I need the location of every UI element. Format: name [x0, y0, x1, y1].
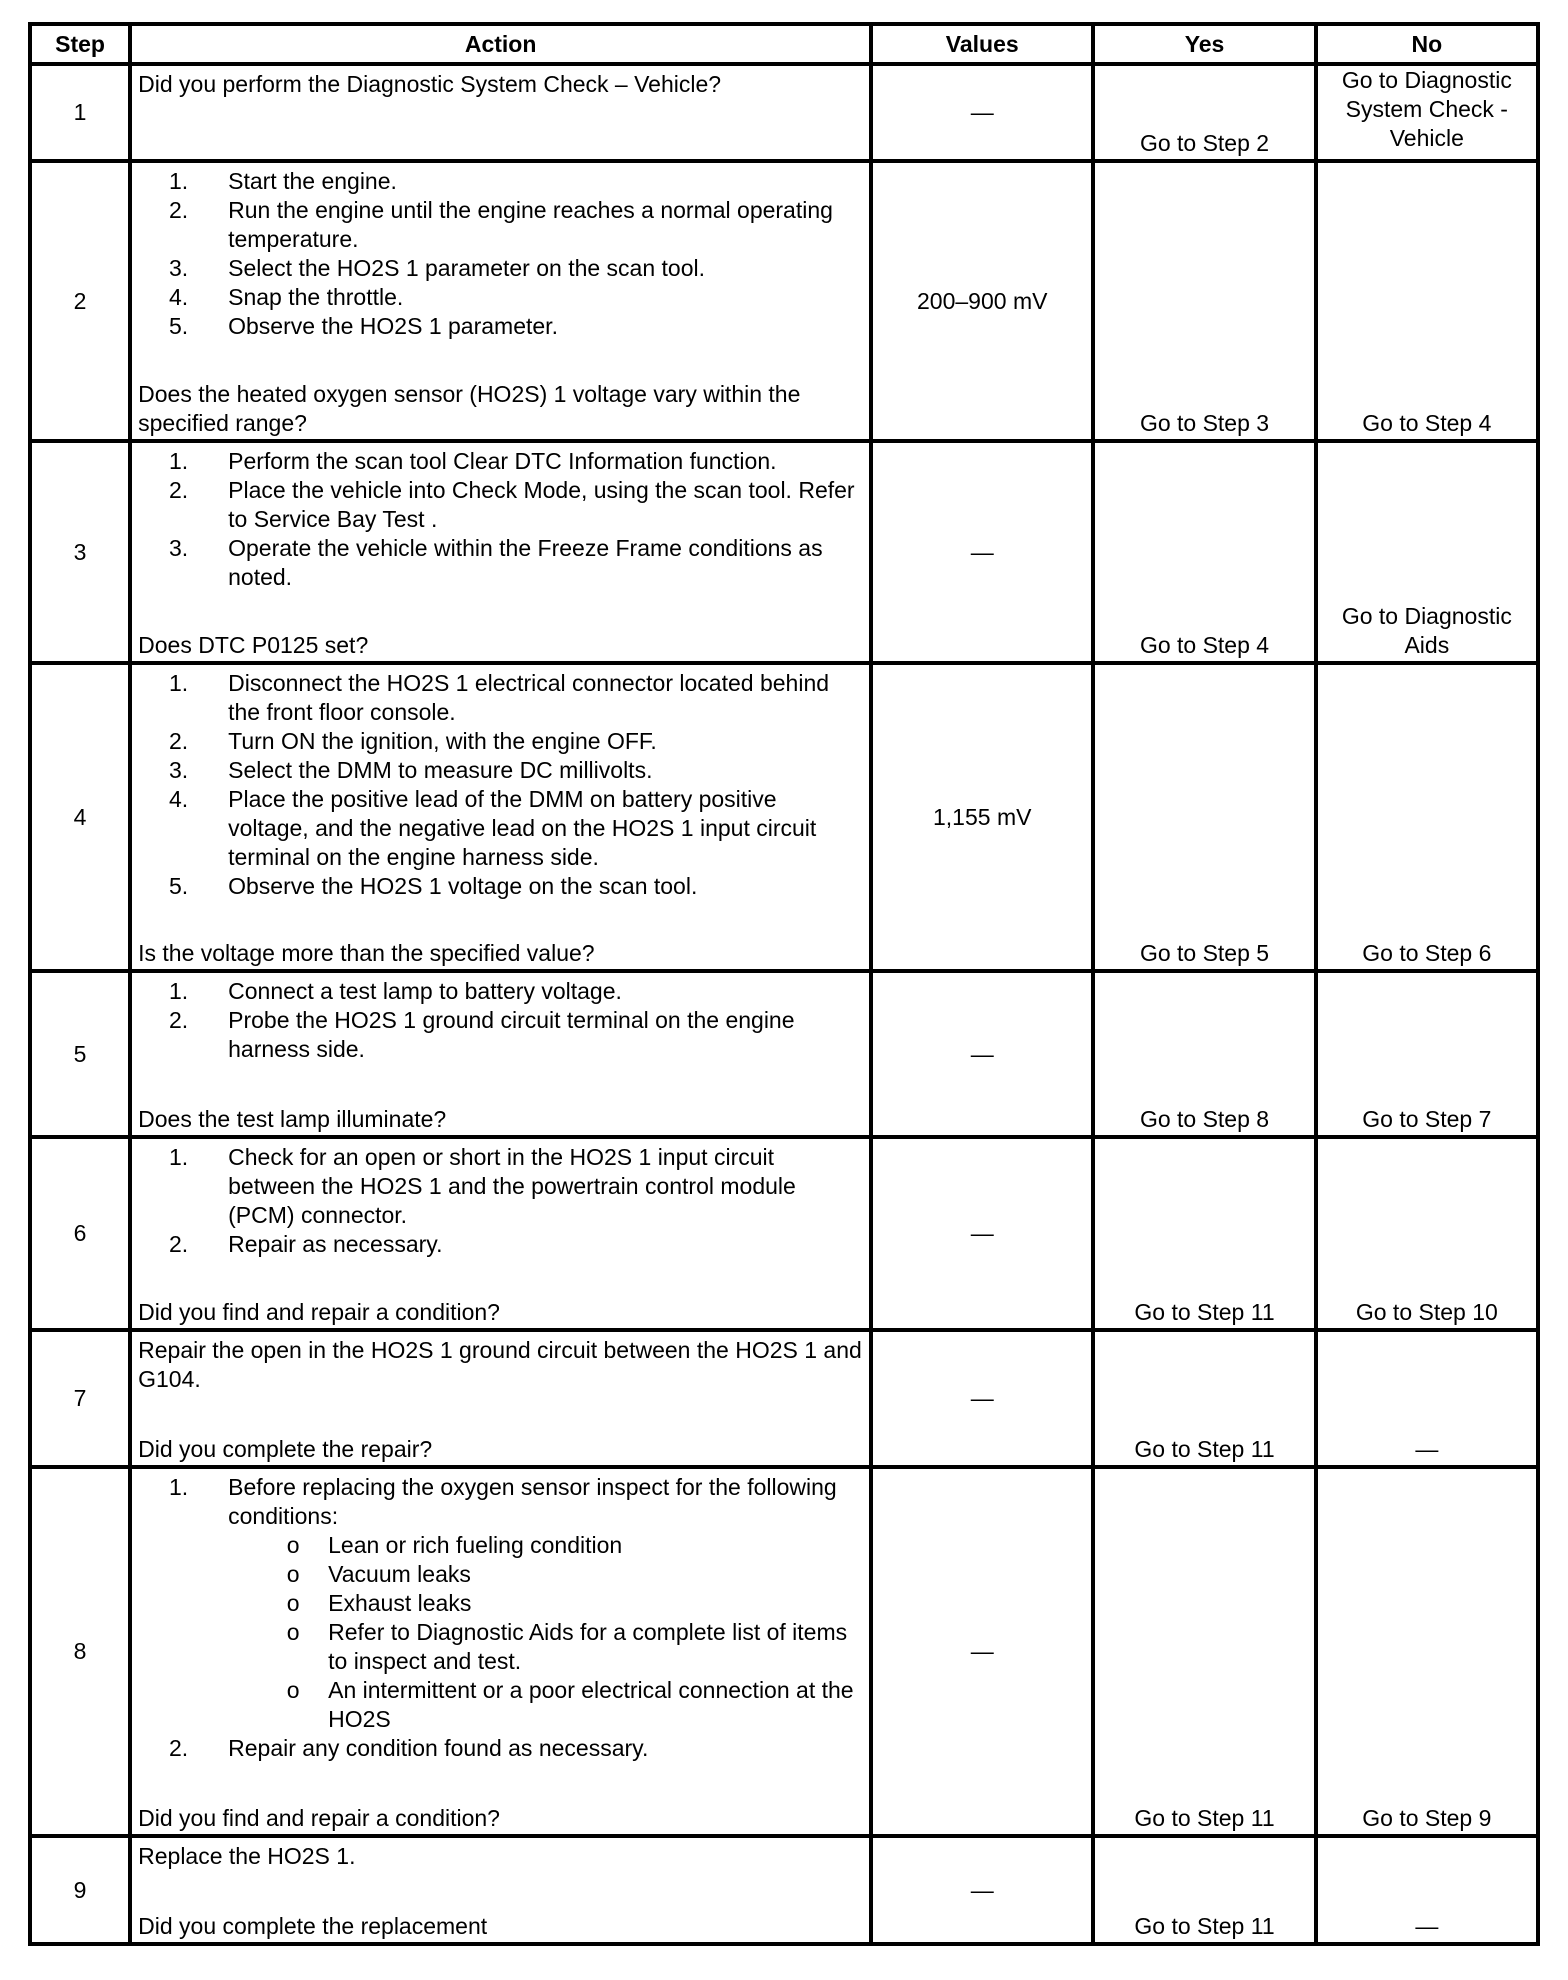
table-row — [30, 64, 1538, 161]
instruction-text: Disconnect the HO2S 1 electrical connector located behind the front floor console. — [228, 670, 830, 725]
instruction-text: Before replacing the oxygen sensor inspect for the following conditions: — [228, 1474, 837, 1529]
instruction-item — [138, 669, 863, 727]
instruction-number: 5. — [168, 313, 189, 339]
instruction-number: 4. — [168, 786, 189, 812]
yes-cell — [1093, 971, 1315, 1137]
instruction-number: 2. — [168, 1007, 189, 1033]
instruction-number: 1. — [168, 168, 189, 194]
no-cell — [1316, 663, 1538, 971]
value-cell: — — [871, 64, 1093, 161]
value-cell: — — [871, 1836, 1093, 1944]
step-number: 8 — [30, 1467, 130, 1836]
value-cell: — — [871, 971, 1093, 1137]
no-outcome: Go to Diagnostic System Check - Vehicle — [1341, 67, 1512, 151]
no-outcome: — — [1415, 1436, 1439, 1462]
header-yes: Yes — [1093, 24, 1315, 64]
no-cell — [1316, 1330, 1538, 1467]
action-question: Did you complete the replacement — [138, 1913, 488, 1939]
no-outcome: Go to Step 4 — [1362, 410, 1492, 436]
no-outcome: Go to Step 9 — [1362, 1805, 1492, 1831]
instruction-number: 1. — [168, 670, 189, 696]
value-cell: 200–900 mV — [871, 161, 1093, 441]
instruction-number: 1. — [168, 978, 189, 1004]
yes-outcome: Go to Step 4 — [1139, 632, 1270, 658]
step-number: 3 — [30, 441, 130, 663]
step-number: 2 — [30, 161, 130, 441]
instruction-list — [138, 1143, 863, 1259]
instruction-number: 3. — [168, 255, 189, 281]
action-question: Did you complete the repair? — [138, 1436, 433, 1462]
action-question: Is the voltage more than the specified value? — [138, 940, 595, 966]
action-question: Does the heated oxygen sensor (HO2S) 1 voltage vary within the specified range? — [138, 381, 801, 436]
action-question: Does DTC P0125 set? — [138, 632, 369, 658]
instruction-text: Repair any condition found as necessary. — [228, 1735, 649, 1761]
step-number: 6 — [30, 1137, 130, 1330]
action-instructions — [138, 70, 863, 99]
step-number: 4 — [30, 663, 130, 971]
action-cell — [130, 1836, 871, 1944]
instruction-item — [138, 196, 863, 254]
action-instructions — [138, 1842, 863, 1871]
condition-item — [228, 1531, 863, 1560]
condition-item — [228, 1618, 863, 1676]
instruction-text: Select the HO2S 1 parameter on the scan tool. — [228, 255, 706, 281]
bullet-icon: o — [286, 1677, 300, 1703]
step-number: 7 — [30, 1330, 130, 1467]
no-cell — [1316, 441, 1538, 663]
instruction-text: Start the engine. — [228, 168, 397, 194]
header-values: Values — [871, 24, 1093, 64]
instruction-item — [138, 447, 863, 476]
instruction-text: Observe the HO2S 1 voltage on the scan tool. — [228, 873, 698, 899]
instruction-item — [138, 1143, 863, 1230]
header-step: Step — [30, 24, 130, 64]
bullet-icon: o — [286, 1619, 300, 1645]
instruction-list — [138, 977, 863, 1064]
table-body — [30, 64, 1538, 1944]
instruction-text: Operate the vehicle within the Freeze Frame conditions as noted. — [228, 535, 823, 590]
instruction-list — [138, 1473, 863, 1763]
instruction-item — [138, 872, 863, 901]
condition-text: Refer to Diagnostic Aids for a complete list of items to inspect and test. — [328, 1619, 848, 1674]
value-cell: — — [871, 1137, 1093, 1330]
action-text: Did you perform the Diagnostic System Check – Vehicle? — [138, 71, 722, 97]
value-cell: — — [871, 1467, 1093, 1836]
table-row — [30, 971, 1538, 1137]
table-row — [30, 1467, 1538, 1836]
no-cell — [1316, 1467, 1538, 1836]
instruction-list — [138, 669, 863, 901]
yes-cell — [1093, 64, 1315, 161]
action-instructions — [138, 1143, 863, 1259]
instruction-item — [138, 977, 863, 1006]
action-cell — [130, 971, 871, 1137]
no-cell — [1316, 1137, 1538, 1330]
instruction-item — [138, 785, 863, 872]
yes-outcome: Go to Step 2 — [1139, 130, 1270, 156]
instruction-list — [138, 447, 863, 592]
yes-outcome: Go to Step 8 — [1139, 1106, 1270, 1132]
action-cell — [130, 441, 871, 663]
instruction-number: 3. — [168, 535, 189, 561]
table-row — [30, 1330, 1538, 1467]
condition-text: An intermittent or a poor electrical connection at the HO2S — [328, 1677, 854, 1732]
instruction-text: Check for an open or short in the HO2S 1 input circuit between the HO2S 1 and the powertrain control module (PCM) connector. — [228, 1144, 796, 1228]
action-instructions — [138, 1473, 863, 1763]
no-cell — [1316, 1836, 1538, 1944]
yes-cell — [1093, 1836, 1315, 1944]
yes-cell — [1093, 1137, 1315, 1330]
action-cell — [130, 1137, 871, 1330]
table-row — [30, 1836, 1538, 1944]
action-question: Does the test lamp illuminate? — [138, 1106, 447, 1132]
action-instructions — [138, 1336, 863, 1394]
action-question: Did you find and repair a condition? — [138, 1299, 500, 1325]
instruction-item — [138, 283, 863, 312]
no-outcome: Go to Step 6 — [1362, 940, 1492, 966]
instruction-item — [138, 1734, 863, 1763]
instruction-number: 2. — [168, 477, 189, 503]
header-action: Action — [130, 24, 871, 64]
no-outcome: Go to Step 10 — [1355, 1299, 1498, 1325]
instruction-text: Observe the HO2S 1 parameter. — [228, 313, 558, 339]
instruction-text: Connect a test lamp to battery voltage. — [228, 978, 622, 1004]
table-row — [30, 663, 1538, 971]
instruction-number: 2. — [168, 728, 189, 754]
condition-text: Exhaust leaks — [328, 1590, 472, 1616]
instruction-text: Probe the HO2S 1 ground circuit terminal on the engine harness side. — [228, 1007, 795, 1062]
instruction-number: 2. — [168, 197, 189, 223]
instruction-item — [138, 254, 863, 283]
instruction-item — [138, 312, 863, 341]
instruction-text: Select the DMM to measure DC millivolts. — [228, 757, 653, 783]
diagnostic-table — [28, 22, 1540, 1946]
instruction-item — [138, 534, 863, 592]
instruction-text: Repair as necessary. — [228, 1231, 443, 1257]
value-cell: — — [871, 441, 1093, 663]
condition-item — [228, 1676, 863, 1734]
instruction-text: Perform the scan tool Clear DTC Information function. — [228, 448, 777, 474]
no-outcome: Go to Step 7 — [1362, 1106, 1492, 1132]
no-cell — [1316, 64, 1538, 161]
no-outcome: Go to Diagnostic Aids — [1341, 603, 1512, 658]
bullet-icon: o — [286, 1590, 300, 1616]
action-cell — [130, 161, 871, 441]
instruction-item — [138, 1230, 863, 1259]
yes-cell — [1093, 1330, 1315, 1467]
action-cell — [130, 663, 871, 971]
header-no: No — [1316, 24, 1538, 64]
value-cell: — — [871, 1330, 1093, 1467]
table-row — [30, 441, 1538, 663]
bullet-icon: o — [286, 1561, 300, 1587]
no-cell — [1316, 971, 1538, 1137]
yes-outcome: Go to Step 11 — [1134, 1805, 1275, 1831]
instruction-number: 3. — [168, 757, 189, 783]
instruction-list — [138, 167, 863, 341]
instruction-item — [138, 1473, 863, 1734]
instruction-number: 2. — [168, 1231, 189, 1257]
instruction-text: Run the engine until the engine reaches a normal operating temperature. — [228, 197, 833, 252]
yes-outcome: Go to Step 11 — [1134, 1913, 1275, 1939]
instruction-number: 2. — [168, 1735, 189, 1761]
step-number: 1 — [30, 64, 130, 161]
yes-cell — [1093, 1467, 1315, 1836]
instruction-item — [138, 756, 863, 785]
instruction-item — [138, 727, 863, 756]
action-cell — [130, 64, 871, 161]
action-cell — [130, 1330, 871, 1467]
value-cell: 1,155 mV — [871, 663, 1093, 971]
action-text: Repair the open in the HO2S 1 ground circuit between the HO2S 1 and G104. — [138, 1337, 862, 1392]
no-outcome: — — [1415, 1913, 1439, 1939]
instruction-item — [138, 167, 863, 196]
action-instructions — [138, 669, 863, 901]
action-instructions — [138, 447, 863, 592]
instruction-number: 1. — [168, 1144, 189, 1170]
condition-text: Vacuum leaks — [328, 1561, 471, 1587]
yes-cell — [1093, 663, 1315, 971]
action-question: Did you find and repair a condition? — [138, 1805, 500, 1831]
action-text: Replace the HO2S 1. — [138, 1843, 356, 1869]
instruction-text: Place the positive lead of the DMM on battery positive voltage, and the negative lead on the HO2S 1 input circuit terminal on the engine harness side. — [228, 786, 817, 870]
no-cell — [1316, 161, 1538, 441]
instruction-number: 1. — [168, 1474, 189, 1500]
step-number: 5 — [30, 971, 130, 1137]
yes-outcome: Go to Step 5 — [1139, 940, 1270, 966]
header-row — [30, 24, 1538, 64]
instruction-number: 5. — [168, 873, 189, 899]
condition-item — [228, 1560, 863, 1589]
action-cell — [130, 1467, 871, 1836]
instruction-text: Place the vehicle into Check Mode, using the scan tool. Refer to Service Bay Test . — [228, 477, 855, 532]
table-row — [30, 161, 1538, 441]
step-number: 9 — [30, 1836, 130, 1944]
instruction-text: Turn ON the ignition, with the engine OFF. — [228, 728, 657, 754]
action-instructions — [138, 167, 863, 341]
bullet-icon: o — [286, 1532, 300, 1558]
instruction-number: 4. — [168, 284, 189, 310]
instruction-number: 1. — [168, 448, 189, 474]
condition-list — [228, 1531, 863, 1734]
instruction-item — [138, 1006, 863, 1064]
yes-outcome: Go to Step 3 — [1139, 410, 1270, 436]
yes-cell — [1093, 441, 1315, 663]
yes-outcome: Go to Step 11 — [1134, 1299, 1275, 1325]
action-instructions — [138, 977, 863, 1064]
condition-item — [228, 1589, 863, 1618]
table-row — [30, 1137, 1538, 1330]
condition-text: Lean or rich fueling condition — [328, 1532, 623, 1558]
yes-cell — [1093, 161, 1315, 441]
instruction-text: Snap the throttle. — [228, 284, 404, 310]
yes-outcome: Go to Step 11 — [1134, 1436, 1275, 1462]
instruction-item — [138, 476, 863, 534]
